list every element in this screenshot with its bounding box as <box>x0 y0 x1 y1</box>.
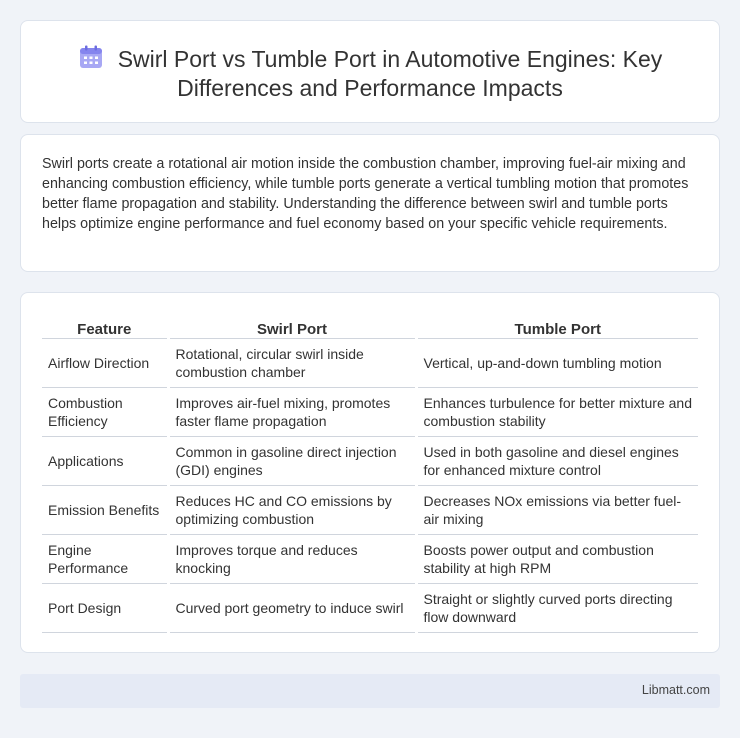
swirl-cell: Reduces HC and CO emissions by optimizing combustion <box>168 485 416 534</box>
table-row <box>42 387 698 436</box>
feature-cell: Emission Benefits <box>42 485 168 534</box>
header-tumble-port: Tumble Port <box>416 317 698 338</box>
feature-cell: Combustion Efficiency <box>42 387 168 436</box>
swirl-cell: Common in gasoline direct injection (GDI) engines <box>168 436 416 485</box>
calendar-icon <box>78 44 104 70</box>
feature-cell: Port Design <box>42 583 168 632</box>
table-row <box>42 534 698 583</box>
tumble-cell: Straight or slightly curved ports directing flow downward <box>416 583 698 632</box>
tumble-cell: Vertical, up-and-down tumbling motion <box>416 338 698 387</box>
swirl-cell: Curved port geometry to induce swirl <box>168 583 416 632</box>
table-row <box>42 485 698 534</box>
feature-cell: Engine Performance <box>42 534 168 583</box>
swirl-cell: Improves torque and reduces knocking <box>168 534 416 583</box>
comparison-card <box>20 292 720 653</box>
feature-cell: Applications <box>42 436 168 485</box>
footer <box>20 674 720 708</box>
intro-card <box>20 134 720 272</box>
title-card <box>20 20 720 123</box>
table-row <box>42 436 698 485</box>
page-title-wrap <box>51 44 689 103</box>
tumble-cell: Used in both gasoline and diesel engines for enhanced mixture control <box>416 436 698 485</box>
header-swirl-port: Swirl Port <box>168 317 416 338</box>
table-row <box>42 583 698 632</box>
swirl-cell: Improves air-fuel mixing, promotes faster flame propagation <box>168 387 416 436</box>
table-header-row <box>42 317 698 338</box>
feature-cell: Airflow Direction <box>42 338 168 387</box>
tumble-cell: Enhances turbulence for better mixture and combustion stability <box>416 387 698 436</box>
swirl-cell: Rotational, circular swirl inside combustion chamber <box>168 338 416 387</box>
footer-brand-link[interactable]: Libmatt.com <box>641 683 710 697</box>
tumble-cell: Boosts power output and combustion stability at high RPM <box>416 534 698 583</box>
tumble-cell: Decreases NOx emissions via better fuel-air mixing <box>416 485 698 534</box>
intro-text: Swirl ports create a rotational air motion inside the combustion chamber, improving fuel-air mixing and enhancing combustion efficiency, while tumble ports generate a vertical tumbling motion that promotes better flame propagation and stability. Understanding the difference between swirl and tumble ports helps optimize engine performance and fuel economy based on your specific vehicle requirements. <box>42 156 689 232</box>
page-title: Swirl Port vs Tumble Port in Automotive Engines: Key Differences and Performance Impacts <box>117 46 663 101</box>
table-row <box>42 338 698 387</box>
header-feature: Feature <box>42 317 168 338</box>
comparison-table <box>42 317 698 633</box>
